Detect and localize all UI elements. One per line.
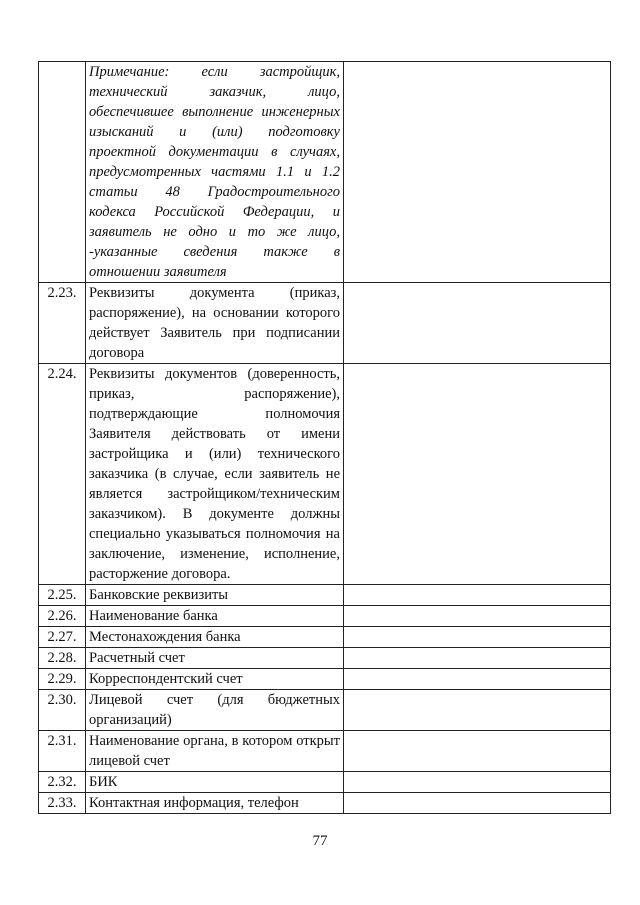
row-description-cell: Банковские реквизиты <box>86 585 344 606</box>
row-description-cell: Расчетный счет <box>86 648 344 669</box>
table-row-2-32 <box>39 772 611 793</box>
table-row-2-33 <box>39 793 611 814</box>
row-description-cell: Местонахождения банка <box>86 627 344 648</box>
row-description-cell: Контактная информация, телефон <box>86 793 344 814</box>
row-value-cell[interactable] <box>344 690 611 731</box>
row-description-cell: Наименование банка <box>86 606 344 627</box>
row-number-cell: 2.32. <box>39 772 86 793</box>
row-number-cell: 2.23. <box>39 283 86 364</box>
row-number-cell: 2.25. <box>39 585 86 606</box>
table-row-2-29 <box>39 669 611 690</box>
table-row-2-26 <box>39 606 611 627</box>
row-value-cell[interactable] <box>344 648 611 669</box>
row-number-cell: 2.27. <box>39 627 86 648</box>
row-number-cell: 2.33. <box>39 793 86 814</box>
table-row-2-27 <box>39 627 611 648</box>
row-description-cell: Реквизиты документа (приказ, распоряжение), на основании которого действует Заявитель при подписании договора <box>86 283 344 364</box>
row-description-cell: Реквизиты документов (доверенность, приказ, распоряжение), подтверждающие полномочия Заявителя действовать от имени застройщика и (или) технического заказчика (в случае, если заявитель не является застройщиком/техническим заказчиком). В документе должны специально указываться полномочия на заключение, изменение, исполнение, расторжение договора. <box>86 364 344 585</box>
requisites-table <box>38 61 611 814</box>
row-number-cell: 2.31. <box>39 731 86 772</box>
row-value-cell[interactable] <box>344 62 611 283</box>
row-description-cell: БИК <box>86 772 344 793</box>
row-description-cell: Наименование органа, в котором открыт лицевой счет <box>86 731 344 772</box>
table-row-2-31 <box>39 731 611 772</box>
row-number-cell: 2.26. <box>39 606 86 627</box>
table-row-2-24 <box>39 364 611 585</box>
row-value-cell[interactable] <box>344 627 611 648</box>
table-row-2-28 <box>39 648 611 669</box>
table-row-2-30 <box>39 690 611 731</box>
row-description-cell: Корреспондентский счет <box>86 669 344 690</box>
row-value-cell[interactable] <box>344 731 611 772</box>
row-value-cell[interactable] <box>344 283 611 364</box>
table-row-note <box>39 62 611 283</box>
row-value-cell[interactable] <box>344 793 611 814</box>
page-number: 77 <box>312 833 328 849</box>
row-value-cell[interactable] <box>344 606 611 627</box>
table-row-2-23 <box>39 283 611 364</box>
row-number-cell <box>39 62 86 283</box>
row-value-cell[interactable] <box>344 669 611 690</box>
row-value-cell[interactable] <box>344 772 611 793</box>
row-number-cell: 2.30. <box>39 690 86 731</box>
row-description-cell <box>86 62 344 283</box>
row-number-cell: 2.24. <box>39 364 86 585</box>
row-value-cell[interactable] <box>344 585 611 606</box>
table-row-2-25 <box>39 585 611 606</box>
row-number-cell: 2.29. <box>39 669 86 690</box>
row-description-cell: Лицевой счет (для бюджетных организаций) <box>86 690 344 731</box>
row-value-cell[interactable] <box>344 364 611 585</box>
row-number-cell: 2.28. <box>39 648 86 669</box>
note-text: Примечание: если застройщик, технический заказчик, лицо, обеспечившее выполнение инженерных изысканий и (или) подготовку проектной документации в случаях, предусмотренных частями 1.1 и 1.2 статьи 48 Градостроительного кодекса Российской Федерации, и заявитель не одно и то же лицо, -указанные сведения также в отношении заявителя <box>89 64 340 280</box>
